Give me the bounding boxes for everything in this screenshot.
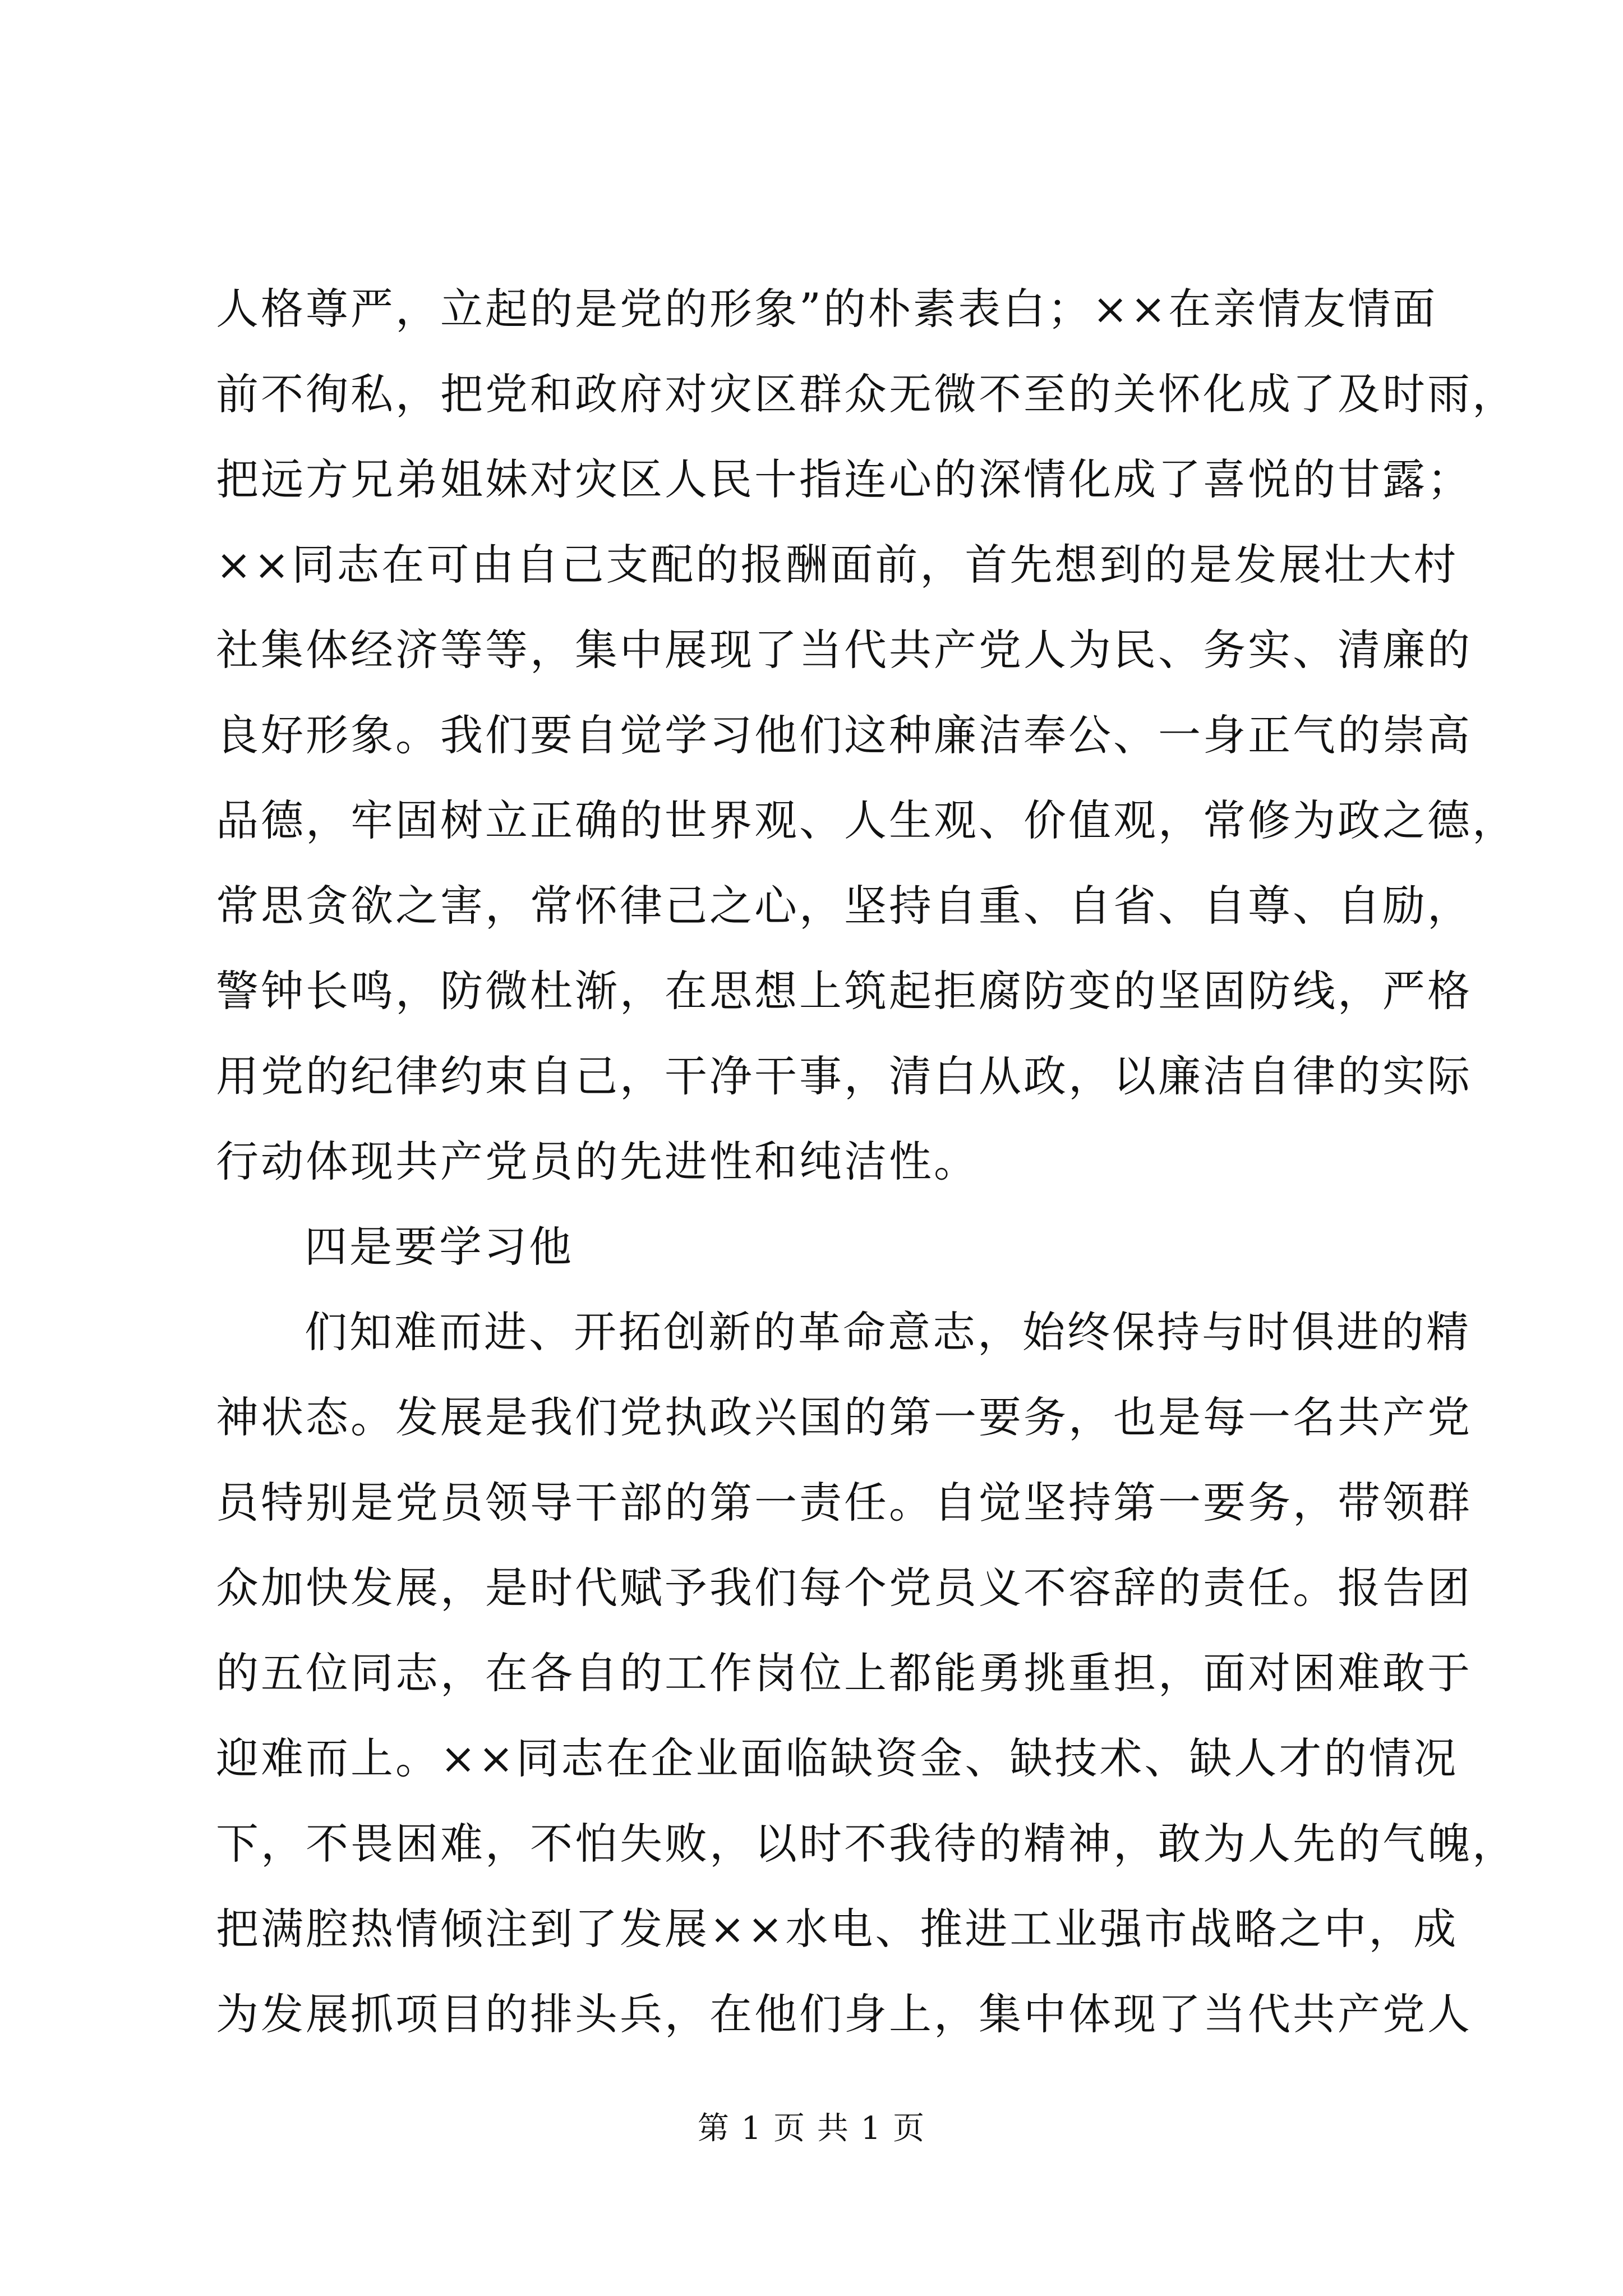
text-line: 众加快发展，是时代赋予我们每个党员义不容辞的责任。报告团	[216, 1563, 1472, 1613]
text-line: 迎难而上。××同志在企业面临缺资金、缺技术、缺人才的情况	[216, 1733, 1459, 1783]
text-line: 的五位同志，在各自的工作岗位上都能勇挑重担，面对困难敢于	[216, 1648, 1472, 1698]
paragraph-first-line: 们知难而进、开拓创新的革命意志，始终保持与时俱进的精	[305, 1307, 1471, 1357]
text-line: 员特别是党员领导干部的第一责任。自觉坚持第一要务，带领群	[216, 1478, 1472, 1527]
text-line: 社集体经济等等，集中展现了当代共产党人为民、务实、清廉的	[216, 625, 1472, 675]
text-line: 把满腔热情倾注到了发展××水电、推进工业强市战略之中，成	[216, 1904, 1459, 1954]
text-line: 用党的纪律约束自己，干净干事，清白从政，以廉洁自律的实际	[216, 1051, 1472, 1101]
section-heading: 四是要学习他	[305, 1222, 574, 1272]
page-footer: 第 1 页 共 1 页	[697, 2110, 926, 2147]
text-line: 警钟长鸣，防微杜渐，在思想上筑起拒腐防变的坚固防线，严格	[216, 966, 1472, 1016]
text-line: 神状态。发展是我们党执政兴国的第一要务，也是每一名共产党	[216, 1392, 1472, 1442]
text-line: 常思贪欲之害，常怀律己之心，坚持自重、自省、自尊、自励，	[216, 881, 1472, 931]
text-line: 前不徇私，把党和政府对灾区群众无微不至的关怀化成了及时雨，	[216, 369, 1517, 419]
text-line: 人格尊严，立起的是党的形象”的朴素表白；××在亲情友情面	[216, 284, 1438, 334]
text-line: 把远方兄弟姐妹对灾区人民十指连心的深情化成了喜悦的甘露；	[216, 454, 1472, 504]
text-line: 良好形象。我们要自觉学习他们这种廉洁奉公、一身正气的崇高	[216, 710, 1472, 760]
document-body	[216, 266, 1517, 2057]
text-line: 为发展抓项目的排头兵，在他们身上，集中体现了当代共产党人	[216, 1989, 1472, 2039]
text-line: 行动体现共产党员的先进性和纯洁性。	[216, 1137, 979, 1186]
text-line: 品德，牢固树立正确的世界观、人生观、价值观，常修为政之德，	[216, 795, 1517, 845]
text-line: ××同志在可由自己支配的报酬面前，首先想到的是发展壮大村	[216, 540, 1459, 590]
text-line: 下，不畏困难，不怕失败，以时不我待的精神，敢为人先的气魄，	[216, 1819, 1517, 1869]
